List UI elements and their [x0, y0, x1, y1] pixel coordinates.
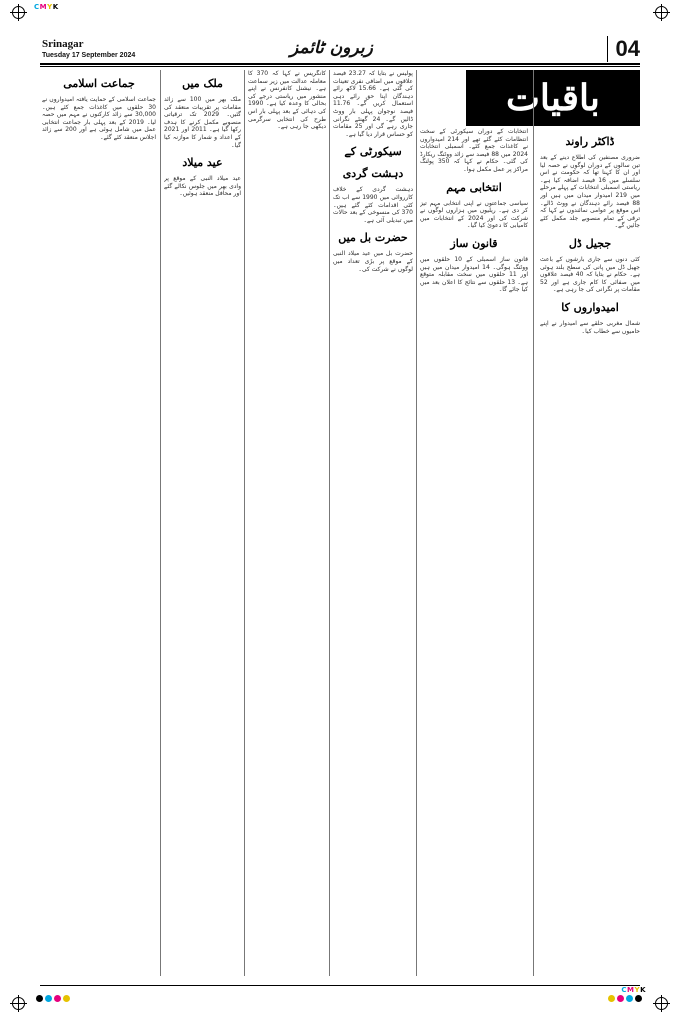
section-banner: باقیات [466, 70, 640, 126]
registration-mark-icon [12, 6, 25, 19]
article-body: ضروری مصنفین کی اطلاع دینے کے بعد تین سالوں کے دوران لوگوں نے حصہ لیا اور ان کا کہنا تھا کہ حکومت نے اس سلسلے میں 16 فیصد اضافہ کیا ہے۔ ریاستی اسمبلی انتخابات کے پہلے مرحلے میں 219 امیدوار میدان میں ہیں اور 88 فیصد رائے دہندگان نے ووٹ ڈالے۔ اس موقع پر عوامی نمائندوں نے کہا کہ ترقی کے تمام منصوبے جلد مکمل کئے جائیں گے۔ [540, 154, 640, 230]
article-column [248, 70, 326, 978]
column-divider [244, 70, 245, 976]
article-body: انتخابات کے دوران سیکورٹی کے سخت انتظامات کئے گئے تھے اور 214 امیدواروں نے کاغذات جمع کئے۔ اسمبلی انتخابات 2024 میں 88 فیصد سے زائد ووٹنگ ریکارڈ کی گئی۔ حکام نے کہا کہ 350 پولنگ مراکز پر عمل مکمل ہوا۔ [420, 128, 528, 173]
newspaper-title: زبرون ٹائمز [290, 38, 373, 58]
article-column [333, 70, 413, 978]
footer-rule [40, 985, 640, 986]
article-body: عید میلاد النبی کے موقع پر وادی بھر میں جلوس نکالے گئے اور محافل منعقد ہوئیں۔ [164, 175, 241, 198]
article-body: حضرت بل میں عید میلاد النبی کے موقع پر بڑی تعداد میں لوگوں نے شرکت کی۔ [333, 250, 413, 273]
registration-mark-icon [12, 997, 25, 1010]
article-heading: دہشت گردی [342, 167, 404, 181]
color-dots [36, 987, 72, 1006]
masthead [40, 12, 640, 60]
article-heading: امیدواروں کا [561, 300, 619, 314]
article-heading: عید میلاد [182, 156, 223, 170]
article-column [164, 70, 241, 978]
article-heading: حضرت بل میں [338, 231, 408, 245]
registration-mark-icon [655, 997, 668, 1010]
registration-mark-icon [655, 6, 668, 19]
article-body: سیاسی جماعتوں نے اپنی انتخابی مہم تیز کر دی ہے۔ ریلیوں میں ہزاروں لوگوں نے شرکت کی اور 2024 کے انتخابات میں کامیابی کا دعویٰ کیا گیا۔ [420, 199, 528, 230]
header-rule [40, 63, 640, 65]
article-heading: سیکورٹی کے [344, 145, 402, 159]
issue-date: Tuesday 17 September 2024 [42, 52, 136, 59]
article-body: کانگریس نے کہا کہ 370 کا معاملہ عدالت میں زیر سماعت ہے۔ نیشنل کانفرنس نے اپنے منشور میں ریاستی درجے کی بحالی کا وعدہ کیا ہے۔ 1990 کی دہائی کے بعد پہلی بار اس طرح کی انتخابی سرگرمی دیکھی جا رہی ہے۔ [248, 70, 326, 131]
column-divider [416, 70, 417, 976]
article-body: پولیس نے بتایا کہ 23.27 فیصد علاقوں میں اضافی نفری تعینات کی گئی ہے۔ 15.66 لاکھ رائے دہندگان اپنا حق رائے دہی استعمال کریں گے۔ 11.76 فیصد نوجوان پہلی بار ووٹ ڈالیں گے۔ 24 گھنٹے نگرانی جاری رہے گی اور 25 مقامات کو حساس قرار دیا گیا ہے۔ [333, 70, 413, 138]
color-registration-label: CMYK [621, 986, 646, 994]
article-heading: قانون ساز [450, 236, 498, 250]
article-column [42, 70, 156, 978]
article-body: کئی دنوں سے جاری بارشوں کے باعث جھیل ڈل میں پانی کی سطح بلند ہوئی ہے۔ حکام نے بتایا کہ 40 فیصد علاقوں میں صفائی کا کام جاری ہے اور 52 مقامات پر نگرانی کی جا رہی ہے۔ [540, 255, 640, 294]
page-number: 04 [607, 36, 640, 62]
article-column [540, 128, 640, 978]
article-body: شمال مغربی حلقے سے امیدوار نے اپنے حامیوں سے خطاب کیا۔ [540, 319, 640, 335]
article-body: جماعت اسلامی کے حمایت یافتہ امیدواروں نے 30 حلقوں میں کاغذات جمع کئے ہیں۔ 30,000 سے زائد کارکنوں نے مہم میں حصہ لیا۔ 2019 کے بعد پہلی بار جماعت انتخابی عمل میں شامل ہوئی ہے اور 200 سے زائد اجلاس منعقد کئے گئے۔ [42, 96, 156, 141]
article-heading: انتخابی مہم [446, 180, 502, 194]
article-heading: ججیل ڈل [568, 236, 612, 250]
column-divider [533, 70, 534, 976]
column-divider [160, 70, 161, 976]
article-body: ملک بھر میں 100 سے زائد مقامات پر تقریبات منعقد کی گئیں۔ 2029 تک ترقیاتی منصوبے مکمل کرنے کا ہدف رکھا گیا ہے۔ 2011 اور 2021 کے اعداد و شمار کا موازنہ کیا گیا۔ [164, 96, 241, 149]
city-name: Srinagar [42, 38, 84, 50]
article-heading: جماعت اسلامی [63, 77, 135, 90]
article-body: قانون ساز اسمبلی کے 10 حلقوں میں ووٹنگ ہوگی۔ 14 امیدوار میدان میں ہیں اور 11 حلقوں میں سخت مقابلہ متوقع ہے۔ 13 حلقوں سے نتائج کا اعلان بعد میں کیا جائے گا۔ [420, 255, 528, 294]
article-heading: ملک میں [182, 77, 223, 90]
article-body: دہشت گردی کے خلاف کارروائی میں 1990 سے اب تک کئی اقدامات کئے گئے ہیں۔ 370 کی منسوخی کے بعد حالات میں تبدیلی آئی ہے۔ [333, 186, 413, 224]
color-registration-label: CMYK [34, 3, 59, 11]
article-heading: ڈاکٹر راوند [565, 135, 615, 148]
article-column [420, 128, 528, 978]
header-rule-thin [40, 66, 640, 67]
column-divider [329, 70, 330, 976]
